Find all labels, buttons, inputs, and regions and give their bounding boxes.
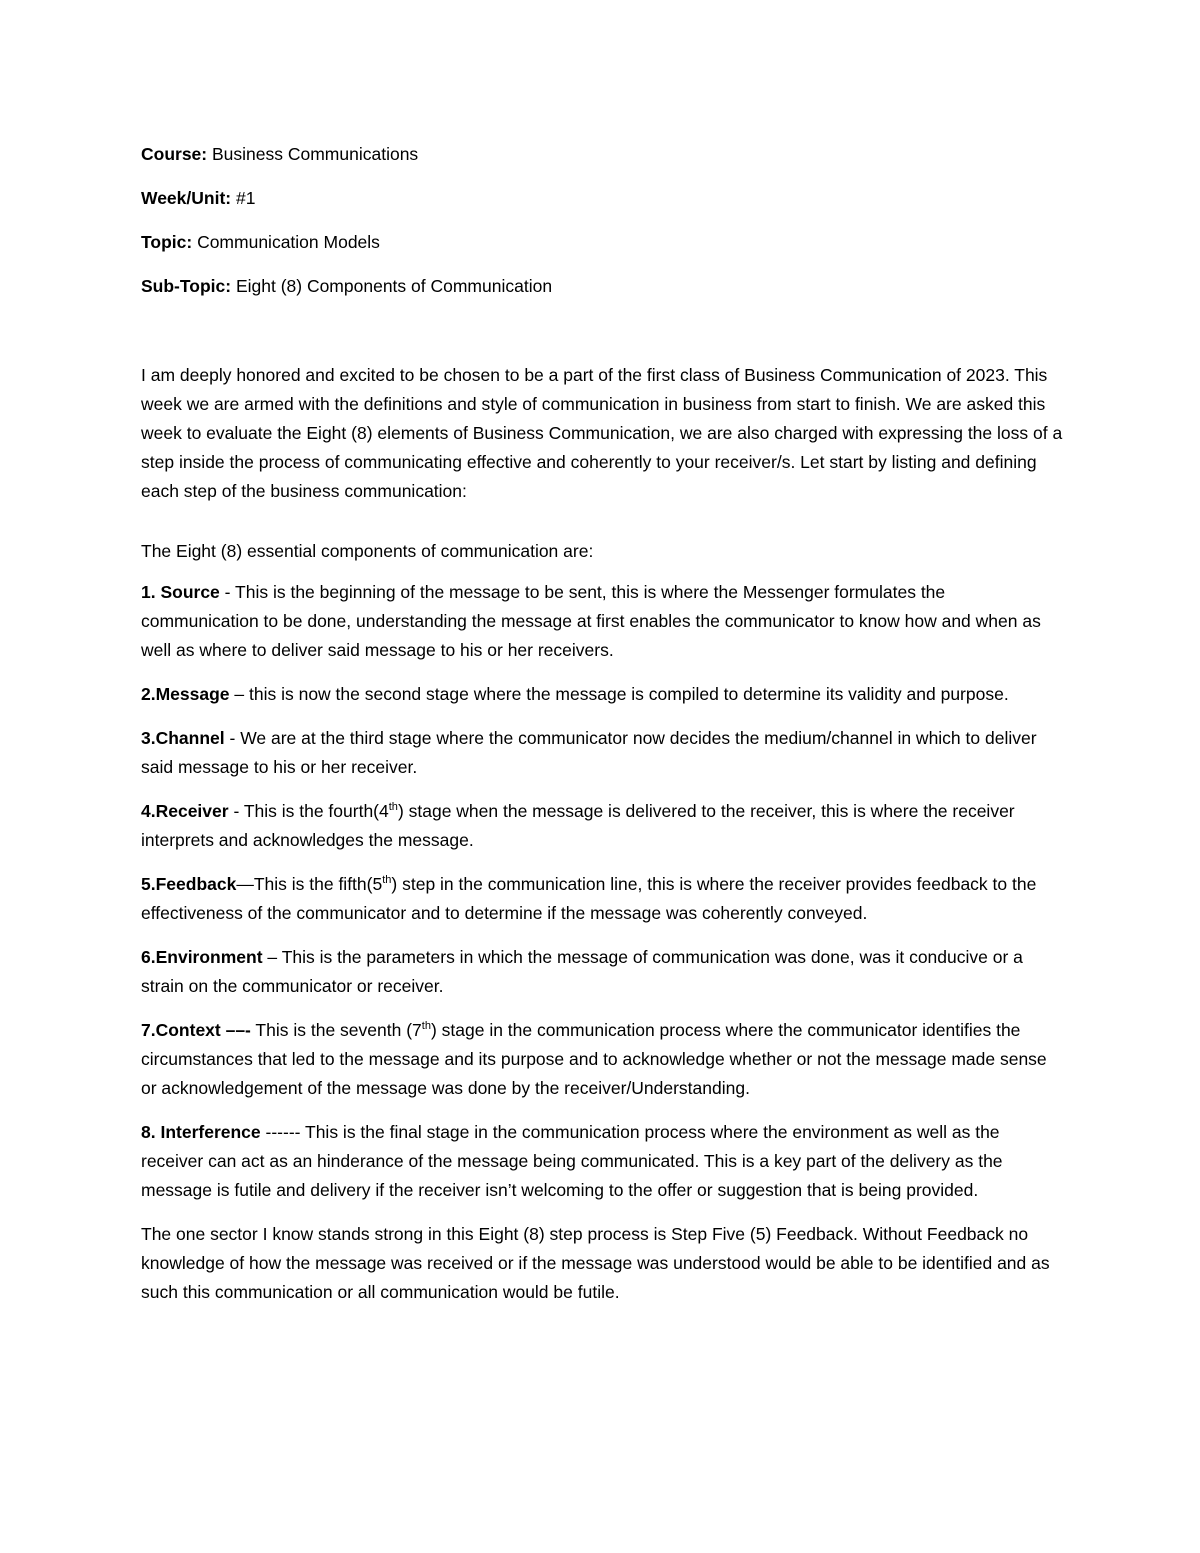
- component-text: ) stage in the communication process where the communicator identifies the circumstances that led to the message and its purpose and to acknowledge whether or not the message made sense or acknowledgement of the message was done by the receiver/Understanding.: [141, 1020, 1047, 1098]
- component-text: ------ This is the final stage in the communication process where the environment as well as the receiver can act as an hinderance of the message being communicated. This is a key part of the delivery as the message is futile and delivery if the receiver isn’t welcoming to the offer or suggestion that is being provided.: [141, 1122, 1003, 1200]
- component-message: [141, 680, 1066, 709]
- course-label: Course:: [141, 144, 208, 164]
- component-text: – this is now the second stage where the message is compiled to determine its validity and purpose.: [229, 684, 1009, 704]
- topic-value: Communication Models: [192, 232, 380, 252]
- component-text: —This is the fifth(5: [236, 874, 383, 894]
- component-title: 4.Receiver: [141, 801, 229, 821]
- list-heading: The Eight (8) essential components of communication are:: [141, 541, 594, 561]
- component-text: - This is the beginning of the message to be sent, this is where the Messenger formulates the communication to be done, understanding the message at first enables the communicator to know how and when as well as where to deliver said message to his or her receivers.: [141, 582, 1041, 660]
- component-title: 2.Message: [141, 684, 230, 704]
- component-source: [141, 578, 1066, 665]
- ordinal-superscript: th: [382, 874, 392, 887]
- week-value: #1: [231, 188, 256, 208]
- component-text: - This is the fourth(4: [228, 801, 389, 821]
- subtopic-label: Sub-Topic:: [141, 276, 232, 296]
- component-text: - We are at the third stage where the communicator now decides the medium/channel in which to deliver said message to his or her receiver.: [141, 728, 1037, 777]
- component-title: 3.Channel: [141, 728, 225, 748]
- course-value: Business Communications: [207, 144, 419, 164]
- course-line: [141, 140, 1066, 169]
- week-label: Week/Unit:: [141, 188, 232, 208]
- component-title: 1. Source: [141, 582, 220, 602]
- subtopic-value: Eight (8) Components of Communication: [231, 276, 553, 296]
- component-text: – This is the parameters in which the message of communication was done, was it conducive or a strain on the communicator or receiver.: [141, 947, 1023, 996]
- component-environment: [141, 943, 1066, 1001]
- week-line: [141, 184, 1066, 213]
- subtopic-line: [141, 272, 1066, 301]
- component-channel: [141, 724, 1066, 782]
- component-title: 6.Environment: [141, 947, 263, 967]
- component-title: 8. Interference: [141, 1122, 261, 1142]
- component-interference: [141, 1118, 1066, 1205]
- component-text: ) step in the communication line, this is where the receiver provides feedback to the effectiveness of the communicator and to determine if the message was coherently conveyed.: [141, 874, 1037, 923]
- component-text: This is the seventh (7: [250, 1020, 422, 1040]
- topic-label: Topic:: [141, 232, 193, 252]
- component-title: 7.Context ––-: [141, 1020, 251, 1040]
- component-receiver: [141, 797, 1066, 855]
- component-context: [141, 1016, 1066, 1103]
- topic-line: [141, 228, 1066, 257]
- intro-paragraph: I am deeply honored and excited to be chosen to be a part of the first class of Business Communication of 2023. This week we are armed with the definitions and style of communication in business from start to finish. We are asked this week to evaluate the Eight (8) elements of Business Communication, we are also charged with expressing the loss of a step inside the process of communicating effective and coherently to your receiver/s. Let start by listing and defining each step of the business communication:: [141, 365, 1063, 501]
- ordinal-superscript: th: [388, 801, 398, 814]
- component-feedback: [141, 870, 1066, 928]
- component-text: ) stage when the message is delivered to the receiver, this is where the receiver interprets and acknowledges the message.: [141, 801, 1015, 850]
- component-title: 5.Feedback: [141, 874, 237, 894]
- ordinal-superscript: th: [421, 1020, 431, 1033]
- document-body: [141, 140, 1066, 1307]
- closing-paragraph: The one sector I know stands strong in this Eight (8) step process is Step Five (5) Feedback. Without Feedback no knowledge of how the message was received or if the message was understood would be able to be identified and as such this communication or all communication would be futile.: [141, 1224, 1050, 1302]
